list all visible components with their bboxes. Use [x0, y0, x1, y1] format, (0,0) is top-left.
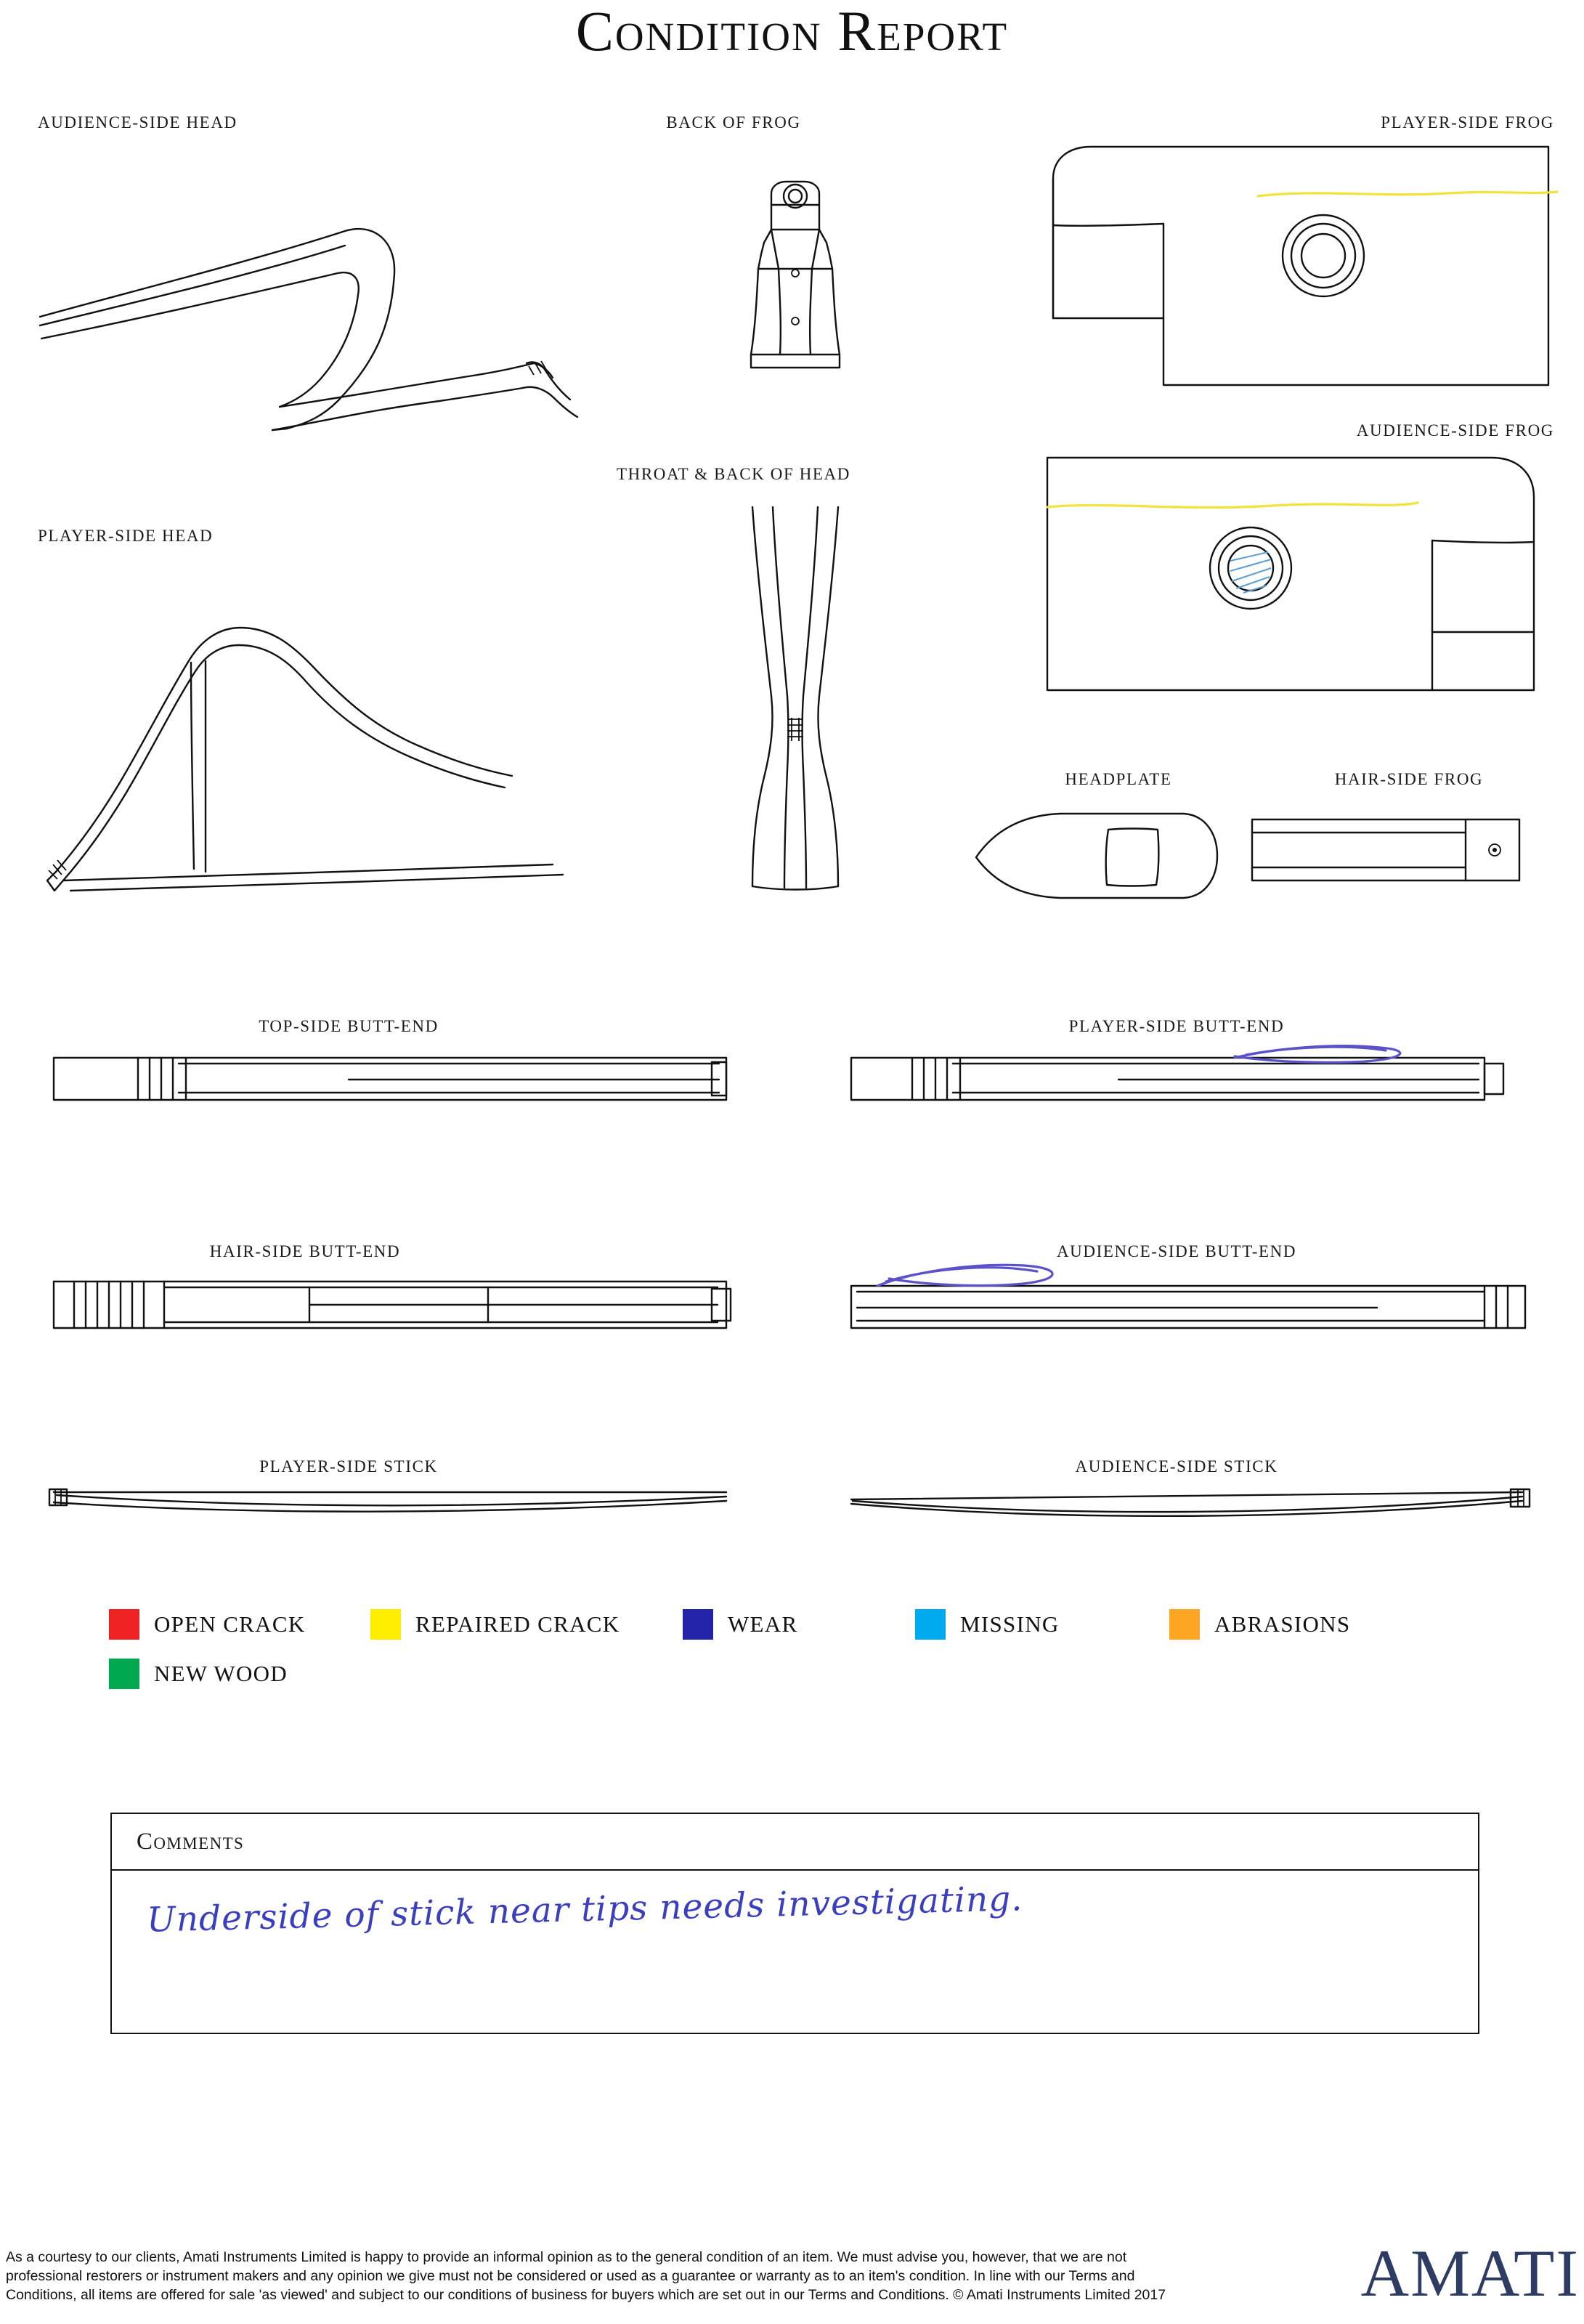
legend-swatch-abrasions — [1169, 1609, 1200, 1640]
figure-back-of-frog — [726, 167, 864, 400]
caption-top-side-butt-end: TOP-SIDE BUTT-END — [259, 1017, 439, 1035]
legend-label-missing: MISSING — [960, 1611, 1060, 1637]
legend-label-repaired-crack: REPAIRED CRACK — [415, 1611, 620, 1637]
legend-row-2 — [109, 1659, 1489, 1689]
comments-body[interactable] — [112, 1871, 1478, 2034]
caption-player-side-head: PLAYER-SIDE HEAD — [38, 527, 214, 545]
legend-swatch-repaired-crack — [370, 1609, 401, 1640]
caption-back-of-frog: BACK OF FROG — [666, 113, 801, 131]
legend-label-open-crack: OPEN CRACK — [154, 1611, 306, 1637]
legend-row-1 — [109, 1609, 1489, 1640]
caption-player-side-butt-end: PLAYER-SIDE BUTT-END — [1068, 1017, 1285, 1035]
legend-swatch-open-crack — [109, 1609, 139, 1640]
figure-player-side-frog — [1040, 138, 1563, 400]
legend-swatch-missing — [915, 1609, 946, 1640]
figure-player-side-butt-end — [842, 1039, 1540, 1119]
caption-audience-side-stick: AUDIENCE-SIDE STICK — [1075, 1457, 1278, 1475]
footer-disclaimer: As a courtesy to our clients, Amati Instruments Limited is happy to provide an informal opinion as to the general condition of an item. We must advise you, however, that we are not professional restorers or instrument makers and any opinion we give must not be considered or used as a guarantee or warranty as to an item's condition. In line with our Terms and Conditions, all items are offered for sale 'as viewed' and subject to our conditions of business for buyers which are set out in our Terms and Conditions. © Amati Instruments Limited 2017 — [6, 2249, 1166, 2304]
caption-audience-side-frog: AUDIENCE-SIDE FROG — [1356, 421, 1554, 440]
figure-audience-side-frog — [1040, 450, 1563, 705]
legend-label-new-wood: NEW WOOD — [154, 1661, 288, 1686]
legend-item-wear — [683, 1609, 915, 1640]
figure-headplate — [966, 805, 1227, 907]
figure-audience-side-head — [33, 145, 585, 458]
legend — [109, 1609, 1489, 1708]
legend-label-abrasions: ABRASIONS — [1214, 1611, 1351, 1637]
figure-player-side-head — [33, 552, 585, 894]
figure-hair-side-butt-end — [44, 1270, 734, 1350]
figure-throat-and-back-of-head — [728, 501, 866, 894]
page-title: Condition Report — [575, 0, 1009, 62]
legend-item-abrasions — [1169, 1609, 1350, 1640]
amati-logo: AMATI — [1360, 2235, 1580, 2310]
caption-player-side-stick: PLAYER-SIDE STICK — [259, 1457, 438, 1475]
figure-hair-side-frog — [1248, 812, 1524, 892]
legend-item-missing — [915, 1609, 1169, 1640]
comments-heading: Comments — [112, 1814, 1478, 1871]
legend-item-open-crack — [109, 1609, 370, 1640]
legend-swatch-new-wood — [109, 1659, 139, 1689]
figure-audience-side-stick — [842, 1482, 1540, 1533]
caption-hair-side-frog: HAIR-SIDE FROG — [1334, 770, 1484, 788]
comments-box — [110, 1813, 1479, 2034]
caption-hair-side-butt-end: HAIR-SIDE BUTT-END — [209, 1242, 401, 1260]
caption-audience-side-head: AUDIENCE-SIDE HEAD — [38, 113, 237, 131]
figure-top-side-butt-end — [44, 1046, 734, 1112]
legend-item-repaired-crack — [370, 1609, 683, 1640]
caption-player-side-frog: PLAYER-SIDE FROG — [1381, 113, 1554, 131]
comments-handwritten-note: Underside of stick near tips needs investigating. — [146, 1879, 1023, 1940]
caption-audience-side-butt-end: AUDIENCE-SIDE BUTT-END — [1056, 1242, 1297, 1260]
legend-swatch-wear — [683, 1609, 713, 1640]
figure-player-side-stick — [44, 1482, 734, 1533]
caption-headplate: HEADPLATE — [1065, 770, 1172, 788]
legend-label-wear: WEAR — [728, 1611, 798, 1637]
caption-throat-and-back-of-head: THROAT & BACK OF HEAD — [617, 465, 850, 483]
figure-audience-side-butt-end — [842, 1257, 1540, 1351]
legend-item-new-wood — [109, 1659, 288, 1689]
